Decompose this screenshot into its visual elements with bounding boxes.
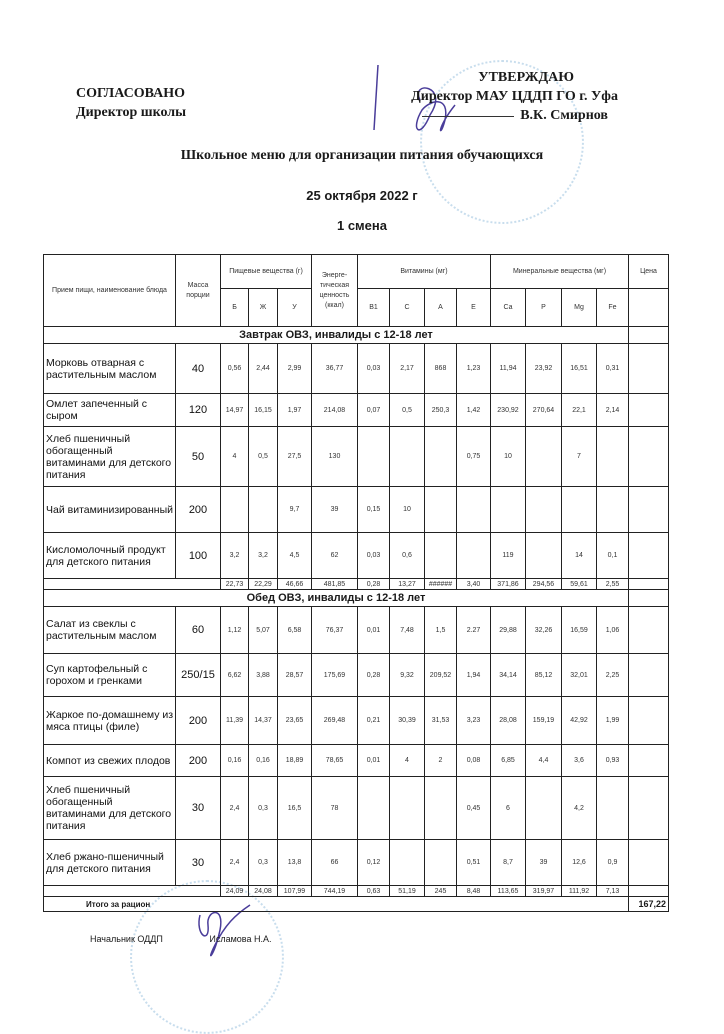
total-u: 46,66 <box>278 579 312 590</box>
dish-name: Кисломолочный продукт для детского питания <box>44 533 176 579</box>
dish-mass: 40 <box>176 344 221 394</box>
value-b <box>221 487 249 533</box>
table-row <box>44 777 669 840</box>
value-ca: 29,88 <box>491 607 526 654</box>
dish-mass: 100 <box>176 533 221 579</box>
approve-title: УТВЕРЖДАЮ <box>478 70 574 85</box>
total-ca: 113,65 <box>491 886 526 897</box>
value-fe: 2,25 <box>597 654 629 697</box>
value-b1: 0,21 <box>358 697 390 745</box>
value-p <box>526 427 562 487</box>
value-b: 6,62 <box>221 654 249 697</box>
value-p: 39 <box>526 840 562 886</box>
header-zh: Ж <box>249 289 278 327</box>
value-e: 0,45 <box>457 777 491 840</box>
approve-role: Директор МАУ ЦДДП ГО г. Уфа <box>411 89 618 104</box>
value-ca: 8,7 <box>491 840 526 886</box>
value-p: 159,19 <box>526 697 562 745</box>
dish-name: Жаркое по-домашнему из мяса птицы (филе) <box>44 697 176 745</box>
price-cell <box>629 327 669 344</box>
value-b: 14,97 <box>221 394 249 427</box>
dish-name: Суп картофельный с горохом и гренками <box>44 654 176 697</box>
approve-name: В.К. Смирнов <box>520 108 608 123</box>
value-a: 2 <box>425 745 457 777</box>
value-b1 <box>358 427 390 487</box>
price-cell <box>629 394 669 427</box>
header-c: С <box>390 289 425 327</box>
header-ca: Ca <box>491 289 526 327</box>
totals-label-blank <box>44 886 221 897</box>
value-kcal: 39 <box>312 487 358 533</box>
value-b1: 0,28 <box>358 654 390 697</box>
section-title: Обед ОВЗ, инвалиды с 12-18 лет <box>44 590 629 607</box>
value-kcal: 76,37 <box>312 607 358 654</box>
dish-name: Хлеб ржано-пшеничный для детского питания <box>44 840 176 886</box>
value-b1: 0,15 <box>358 487 390 533</box>
value-mg: 16,59 <box>562 607 597 654</box>
value-u: 4,5 <box>278 533 312 579</box>
header-nutrients: Пищевые вещества (г) <box>221 255 312 289</box>
value-a: 868 <box>425 344 457 394</box>
section-title: Завтрак ОВЗ, инвалиды с 12-18 лет <box>44 327 629 344</box>
dish-name: Морковь отварная с растительным маслом <box>44 344 176 394</box>
price-cell <box>629 590 669 607</box>
value-p: 85,12 <box>526 654 562 697</box>
value-a <box>425 777 457 840</box>
value-fe: 0,1 <box>597 533 629 579</box>
value-u: 28,57 <box>278 654 312 697</box>
value-zh: 16,15 <box>249 394 278 427</box>
value-fe <box>597 427 629 487</box>
value-e: 1,94 <box>457 654 491 697</box>
agreed-title: СОГЛАСОВАНО <box>76 86 185 101</box>
value-c: 0,5 <box>390 394 425 427</box>
value-b: 11,39 <box>221 697 249 745</box>
dish-mass: 30 <box>176 777 221 840</box>
total-a: ###### <box>425 579 457 590</box>
price-cell <box>629 745 669 777</box>
value-zh: 5,07 <box>249 607 278 654</box>
total-fe: 2,55 <box>597 579 629 590</box>
value-zh: 3,88 <box>249 654 278 697</box>
value-mg: 12,6 <box>562 840 597 886</box>
value-c <box>390 427 425 487</box>
value-zh: 0,3 <box>249 777 278 840</box>
header-u: У <box>278 289 312 327</box>
value-b1: 0,07 <box>358 394 390 427</box>
price-cell <box>629 344 669 394</box>
value-c: 4 <box>390 745 425 777</box>
value-c: 0,6 <box>390 533 425 579</box>
value-a: 31,53 <box>425 697 457 745</box>
header-a: А <box>425 289 457 327</box>
dish-name: Салат из свеклы с растительным маслом <box>44 607 176 654</box>
value-kcal: 78,65 <box>312 745 358 777</box>
value-kcal: 66 <box>312 840 358 886</box>
value-b1: 0,12 <box>358 840 390 886</box>
value-fe: 1,06 <box>597 607 629 654</box>
table-row <box>44 487 669 533</box>
value-b: 2,4 <box>221 777 249 840</box>
value-fe: 1,99 <box>597 697 629 745</box>
value-mg: 7 <box>562 427 597 487</box>
value-fe <box>597 487 629 533</box>
dish-mass: 200 <box>176 745 221 777</box>
value-mg: 4,2 <box>562 777 597 840</box>
price-cell <box>629 607 669 654</box>
value-e: 1,42 <box>457 394 491 427</box>
total-p: 319,97 <box>526 886 562 897</box>
value-b: 0,56 <box>221 344 249 394</box>
value-a <box>425 427 457 487</box>
menu-table <box>43 254 669 912</box>
footer-role: Начальник ОДДП <box>90 934 163 944</box>
header-mass: Масса порции <box>176 255 221 327</box>
header-energy: Энерге-тическая ценность (ккал) <box>312 255 358 327</box>
table-row <box>44 607 669 654</box>
value-b: 3,2 <box>221 533 249 579</box>
value-mg: 14 <box>562 533 597 579</box>
total-b: 22,73 <box>221 579 249 590</box>
grand-total-row <box>44 897 669 912</box>
price-cell <box>629 654 669 697</box>
dish-mass: 250/15 <box>176 654 221 697</box>
value-a <box>425 840 457 886</box>
footer-signature <box>90 934 271 944</box>
value-ca: 119 <box>491 533 526 579</box>
value-fe <box>597 777 629 840</box>
totals-label-blank <box>44 579 221 590</box>
value-u: 16,5 <box>278 777 312 840</box>
price-cell <box>629 886 669 897</box>
footer-name: Исламова Н.А. <box>209 934 272 944</box>
value-mg: 42,92 <box>562 697 597 745</box>
value-b: 1,12 <box>221 607 249 654</box>
total-kcal: 744,19 <box>312 886 358 897</box>
value-b1: 0,01 <box>358 607 390 654</box>
header-e: Е <box>457 289 491 327</box>
value-zh: 0,16 <box>249 745 278 777</box>
total-c: 13,27 <box>390 579 425 590</box>
value-ca <box>491 487 526 533</box>
value-p <box>526 487 562 533</box>
agreed-block <box>76 84 186 122</box>
total-e: 8,48 <box>457 886 491 897</box>
price-cell <box>629 487 669 533</box>
value-b1: 0,01 <box>358 745 390 777</box>
header-price-blank <box>629 289 669 327</box>
value-u: 27,5 <box>278 427 312 487</box>
value-a: 1,5 <box>425 607 457 654</box>
value-a: 250,3 <box>425 394 457 427</box>
value-p <box>526 777 562 840</box>
value-u: 6,58 <box>278 607 312 654</box>
value-a <box>425 533 457 579</box>
value-b1: 0,03 <box>358 533 390 579</box>
totals-row <box>44 579 669 590</box>
totals-row <box>44 886 669 897</box>
value-kcal: 62 <box>312 533 358 579</box>
total-b: 24,09 <box>221 886 249 897</box>
value-zh: 0,5 <box>249 427 278 487</box>
total-u: 107,99 <box>278 886 312 897</box>
value-fe: 0,93 <box>597 745 629 777</box>
total-ca: 371,86 <box>491 579 526 590</box>
total-zh: 24,08 <box>249 886 278 897</box>
value-u: 2,99 <box>278 344 312 394</box>
dish-name: Чай витаминизированный <box>44 487 176 533</box>
value-ca: 10 <box>491 427 526 487</box>
value-mg: 3,6 <box>562 745 597 777</box>
value-zh <box>249 487 278 533</box>
value-u: 23,65 <box>278 697 312 745</box>
value-ca: 28,08 <box>491 697 526 745</box>
header-minerals: Минеральные вещества (мг) <box>491 255 629 289</box>
value-c: 30,39 <box>390 697 425 745</box>
menu-date: 25 октября 2022 г <box>306 188 418 203</box>
table-row <box>44 344 669 394</box>
value-ca: 6 <box>491 777 526 840</box>
value-b: 4 <box>221 427 249 487</box>
total-kcal: 481,85 <box>312 579 358 590</box>
value-p: 23,92 <box>526 344 562 394</box>
value-mg: 22,1 <box>562 394 597 427</box>
value-b1 <box>358 777 390 840</box>
value-c <box>390 840 425 886</box>
total-mg: 59,61 <box>562 579 597 590</box>
value-fe: 0,31 <box>597 344 629 394</box>
total-b1: 0,63 <box>358 886 390 897</box>
document-title: Школьное меню для организации питания обучающихся <box>180 148 544 163</box>
value-kcal: 78 <box>312 777 358 840</box>
table-row <box>44 427 669 487</box>
value-c: 2,17 <box>390 344 425 394</box>
table-row <box>44 840 669 886</box>
dish-mass: 60 <box>176 607 221 654</box>
value-kcal: 269,48 <box>312 697 358 745</box>
total-c: 51,19 <box>390 886 425 897</box>
approve-block <box>378 68 618 125</box>
dish-mass: 120 <box>176 394 221 427</box>
dish-name: Омлет запеченный с сыром <box>44 394 176 427</box>
value-e <box>457 533 491 579</box>
header-b1: В1 <box>358 289 390 327</box>
price-cell <box>629 697 669 745</box>
value-zh: 3,2 <box>249 533 278 579</box>
total-zh: 22,29 <box>249 579 278 590</box>
value-e: 1,23 <box>457 344 491 394</box>
value-e: 0,51 <box>457 840 491 886</box>
table-row <box>44 745 669 777</box>
header-p: P <box>526 289 562 327</box>
value-a: 209,52 <box>425 654 457 697</box>
price-cell <box>629 533 669 579</box>
price-cell <box>629 579 669 590</box>
total-mg: 111,92 <box>562 886 597 897</box>
grand-total-label: Итого за рацион <box>44 897 629 912</box>
value-e: 0,08 <box>457 745 491 777</box>
value-ca: 230,92 <box>491 394 526 427</box>
section-row <box>44 327 669 344</box>
header-fe: Fe <box>597 289 629 327</box>
value-p <box>526 533 562 579</box>
dish-mass: 50 <box>176 427 221 487</box>
header-mg: Mg <box>562 289 597 327</box>
dish-name: Хлеб пшеничный обогащенный витаминами для детского питания <box>44 427 176 487</box>
dish-name: Компот из свежих плодов <box>44 745 176 777</box>
total-e: 3,40 <box>457 579 491 590</box>
value-c: 10 <box>390 487 425 533</box>
header-b: Б <box>221 289 249 327</box>
agreed-role: Директор школы <box>76 105 187 120</box>
value-u: 1,97 <box>278 394 312 427</box>
header-vitamins: Витамины (мг) <box>358 255 491 289</box>
value-fe: 2,14 <box>597 394 629 427</box>
table-row <box>44 654 669 697</box>
value-ca: 11,94 <box>491 344 526 394</box>
dish-mass: 200 <box>176 697 221 745</box>
header-price: Цена <box>629 255 669 289</box>
value-mg <box>562 487 597 533</box>
value-kcal: 130 <box>312 427 358 487</box>
value-ca: 6,85 <box>491 745 526 777</box>
value-e: 0,75 <box>457 427 491 487</box>
value-b: 0,16 <box>221 745 249 777</box>
value-ca: 34,14 <box>491 654 526 697</box>
value-kcal: 175,69 <box>312 654 358 697</box>
price-cell <box>629 840 669 886</box>
value-a <box>425 487 457 533</box>
signature-line <box>422 116 514 117</box>
total-a: 245 <box>425 886 457 897</box>
header-dish: Прием пищи, наименование блюда <box>44 255 176 327</box>
section-row <box>44 590 669 607</box>
value-mg: 32,01 <box>562 654 597 697</box>
menu-shift: 1 смена <box>336 218 387 233</box>
total-fe: 7,13 <box>597 886 629 897</box>
total-p: 294,56 <box>526 579 562 590</box>
value-p: 270,64 <box>526 394 562 427</box>
value-kcal: 36,77 <box>312 344 358 394</box>
dish-name: Хлеб пшеничный обогащенный витаминами для детского питания <box>44 777 176 840</box>
value-p: 4,4 <box>526 745 562 777</box>
dish-mass: 200 <box>176 487 221 533</box>
value-u: 9,7 <box>278 487 312 533</box>
value-c: 7,48 <box>390 607 425 654</box>
value-c: 9,32 <box>390 654 425 697</box>
value-b1: 0,03 <box>358 344 390 394</box>
value-u: 13,8 <box>278 840 312 886</box>
price-cell <box>629 427 669 487</box>
value-e: 2.27 <box>457 607 491 654</box>
grand-total-value: 167,22 <box>629 897 669 912</box>
value-b: 2,4 <box>221 840 249 886</box>
total-b1: 0,28 <box>358 579 390 590</box>
value-u: 18,89 <box>278 745 312 777</box>
value-zh: 2,44 <box>249 344 278 394</box>
value-e: 3,23 <box>457 697 491 745</box>
value-kcal: 214,08 <box>312 394 358 427</box>
dish-mass: 30 <box>176 840 221 886</box>
value-p: 32,26 <box>526 607 562 654</box>
table-row <box>44 697 669 745</box>
value-e <box>457 487 491 533</box>
table-row <box>44 394 669 427</box>
value-fe: 0,9 <box>597 840 629 886</box>
value-mg: 16,51 <box>562 344 597 394</box>
value-c <box>390 777 425 840</box>
price-cell <box>629 777 669 840</box>
value-zh: 14,37 <box>249 697 278 745</box>
value-zh: 0,3 <box>249 840 278 886</box>
table-row <box>44 533 669 579</box>
